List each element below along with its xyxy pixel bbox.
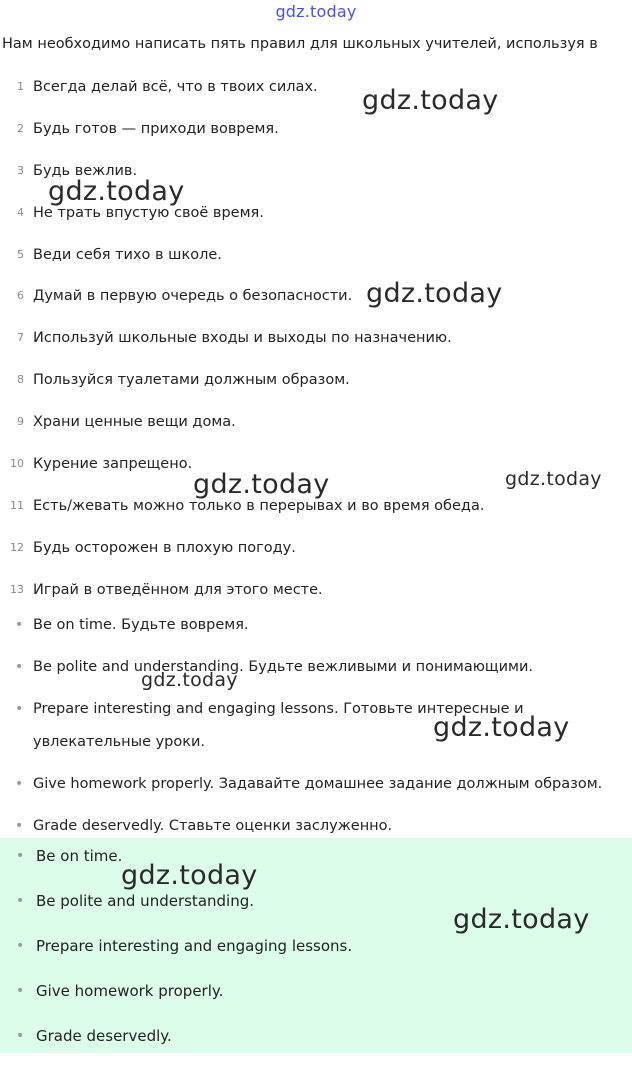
bullet-icon: • xyxy=(16,848,25,864)
list-item-text: Give homework properly. xyxy=(36,982,224,1000)
watermark: gdz.today xyxy=(366,278,503,309)
list-item-text: Всегда делай всё, что в твоих силах. xyxy=(33,79,318,95)
list-item-text: Будь осторожен в плохую погоду. xyxy=(33,539,296,556)
list-number: 8 xyxy=(17,373,24,387)
list-item-text: Храни ценные вещи дома. xyxy=(33,414,236,431)
list-number: 2 xyxy=(17,121,24,135)
bullet-icon: • xyxy=(16,938,25,954)
rules-list xyxy=(0,67,632,612)
list-item-text: Веди себя тихо в школе. xyxy=(33,246,222,263)
watermark: gdz.today xyxy=(193,469,330,500)
list-item xyxy=(0,402,632,444)
list-item-text: Be on time. xyxy=(36,847,123,865)
list-item xyxy=(0,768,632,810)
list-number: 4 xyxy=(17,205,24,219)
list-item xyxy=(0,1020,632,1065)
list-item xyxy=(0,609,632,651)
list-item xyxy=(0,67,632,109)
list-number: 1 xyxy=(17,80,24,93)
list-number: 7 xyxy=(17,331,24,345)
list-item-text: Используй школьные входы и выходы по назначению. xyxy=(33,330,452,347)
list-item-text: Не трать впустую своё время. xyxy=(33,204,264,221)
list-item xyxy=(0,235,632,277)
list-number: 9 xyxy=(17,415,24,429)
watermark: gdz.today xyxy=(453,904,590,935)
list-item xyxy=(0,651,632,693)
intro-text: Нам необходимо написать пять правил для школьных учителей, используя в xyxy=(2,36,598,52)
list-item-text: Будь готов — приходи вовремя. xyxy=(33,120,279,137)
list-item xyxy=(0,840,632,885)
watermark: gdz.today xyxy=(121,860,258,891)
list-item-text: Give homework properly. Задавайте домашнее задание должным образом. xyxy=(33,776,603,792)
list-number: 10 xyxy=(10,457,24,471)
bullet-icon: • xyxy=(16,983,25,999)
list-item-text: Prepare interesting and engaging lessons. xyxy=(36,937,353,955)
list-item-text: Grade deservedly. Ставьте оценки заслуженно. xyxy=(33,818,393,834)
list-number: 13 xyxy=(10,582,24,596)
watermark: gdz.today xyxy=(433,712,570,743)
watermark: gdz.today xyxy=(48,176,185,207)
list-number: 6 xyxy=(17,289,24,303)
watermark: gdz.today xyxy=(141,669,238,691)
bullet-icon: • xyxy=(15,776,24,792)
list-number: 3 xyxy=(17,163,24,177)
bullet-icon: • xyxy=(16,1028,25,1044)
list-item-text: Пользуйся туалетами должным образом. xyxy=(33,372,350,389)
list-item-text: Be on time. Будьте вовремя. xyxy=(33,617,249,633)
watermark: gdz.today xyxy=(505,468,602,490)
site-logo[interactable]: gdz.today xyxy=(275,2,357,21)
bullet-icon: • xyxy=(15,701,24,717)
list-item xyxy=(0,570,632,612)
list-number: 11 xyxy=(10,498,24,512)
list-item-text: Prepare interesting and engaging lessons. Готовьте интересные и увлекательные уроки. xyxy=(33,701,524,750)
answer-list xyxy=(0,840,632,1065)
list-item xyxy=(0,318,632,360)
list-item-text: Grade deservedly. xyxy=(36,1027,172,1045)
list-item xyxy=(0,109,632,151)
list-item xyxy=(0,360,632,402)
list-item xyxy=(0,528,632,570)
list-item-text: Есть/жевать можно только в перерывах и во время обеда. xyxy=(33,497,485,514)
list-item-text: Играй в отведённом для этого месте. xyxy=(33,581,323,598)
list-item-text: Будь вежлив. xyxy=(33,162,138,179)
list-item-text: Be polite and understanding. xyxy=(36,892,254,910)
bullet-icon: • xyxy=(15,659,24,675)
list-item-text: Курение запрещено. xyxy=(33,456,193,473)
list-number: 12 xyxy=(10,540,24,554)
list-item xyxy=(0,930,632,975)
list-item xyxy=(0,975,632,1020)
list-item-text: Думай в первую очередь о безопасности. xyxy=(33,288,353,305)
bullet-icon: • xyxy=(15,617,24,633)
bullet-icon: • xyxy=(15,818,24,834)
list-item xyxy=(0,276,632,318)
bullet-icon: • xyxy=(16,893,25,909)
list-item-text: Be polite and understanding. Будьте вежливыми и понимающими. xyxy=(33,659,533,675)
list-number: 5 xyxy=(17,247,24,261)
watermark: gdz.today xyxy=(362,85,499,116)
